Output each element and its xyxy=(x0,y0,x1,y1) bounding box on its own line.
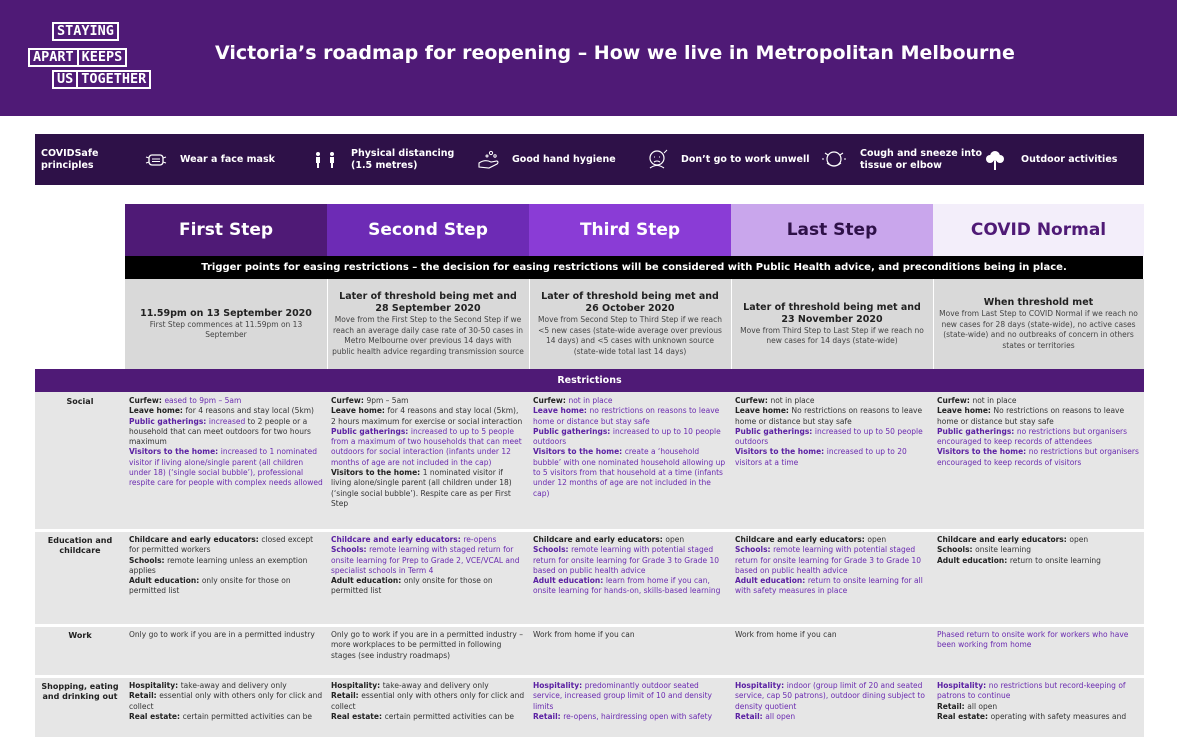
physical-distancing-icon xyxy=(313,151,337,169)
cell-value: increased xyxy=(208,416,246,426)
principle-label: Outdoor activities xyxy=(1021,154,1118,165)
row-label: Shopping, eating and drinking out xyxy=(41,682,119,701)
table-cell xyxy=(937,630,1140,673)
cell-value: to up to 20 visitors at a time xyxy=(735,447,907,467)
cell-line xyxy=(735,406,929,427)
column-divider xyxy=(529,279,530,369)
trigger-title: Later of threshold being met and 28 September 2020 xyxy=(339,291,517,314)
cell-field-label: Real estate: xyxy=(331,711,385,721)
table-cell xyxy=(129,535,323,622)
cell-line xyxy=(129,417,323,448)
cell-field-label: Schools: xyxy=(331,545,370,555)
logo-word: KEEPS xyxy=(79,48,128,67)
cell-value: create a ‘household bubble’ with one nominated household allowing up to 5 visitors from that household at a time (infants under 12 months of age are not included in the cap) xyxy=(533,447,726,498)
cell-line xyxy=(937,630,1140,651)
column-divider xyxy=(327,279,328,369)
step-heading: Second Step xyxy=(327,204,529,256)
table-cell xyxy=(331,396,525,527)
page-title: Victoria’s roadmap for reopening – How we live in Metropolitan Melbourne xyxy=(215,42,1015,64)
cell-value: increased to up to 10 people outdoors xyxy=(533,426,721,447)
cell-line xyxy=(533,576,727,597)
cell-field-label: Visitors to the home: xyxy=(735,447,827,457)
cell-value: increased xyxy=(410,426,448,436)
cell-field-label: Schools: xyxy=(735,545,774,555)
cell-value: only onsite for those on permitted list xyxy=(129,576,291,596)
cell-line xyxy=(533,712,727,722)
cell-value: indoor (group limit of 20 and seated service, cap 50 patrons), outdoor dining subject to density quotient xyxy=(735,681,925,711)
cell-line xyxy=(937,556,1140,566)
cell-value: return to onsite learning xyxy=(1009,555,1101,565)
trigger-text: Move from Last Step to COVID Normal if we reach no new cases for 28 days (state-wide), no active cases (state-wide) and no outbreaks of concern in others states or territories xyxy=(939,309,1138,350)
cell-value: take-away and delivery only xyxy=(180,681,287,690)
cell-value: return to onsite learning for all with safety measures in place xyxy=(735,576,923,596)
cell-field-label: Leave home: xyxy=(937,406,994,416)
cell-field-label: Curfew: xyxy=(533,396,569,405)
cell-value: Phased return to onsite work for workers who have been working from home xyxy=(937,630,1129,650)
cell-value: re-opens xyxy=(463,535,497,544)
cell-value: for 4 reasons and stay local (5km), 2 hours maximum for exercise or social interaction xyxy=(331,406,523,426)
cell-value: No restrictions on reasons to leave home or distance but stay safe xyxy=(937,406,1125,426)
cell-value: predominantly outdoor seated service, increased group limit of 10 and density limits xyxy=(533,681,712,711)
cell-line xyxy=(331,576,525,597)
cell-value: increased xyxy=(814,426,852,436)
cell-field-label: Retail: xyxy=(129,691,160,701)
cell-value: not in place xyxy=(568,396,613,405)
principle-label: Good hand hygiene xyxy=(512,154,616,165)
cell-value: remote learning with staged return for onsite learning for Prep to Grade 2, VCE/VCAL and specialist schools in Term 4 xyxy=(331,545,520,575)
cell-field-label: Public gatherings: xyxy=(129,416,209,426)
tree-icon xyxy=(985,149,1005,171)
cell-value: Work from home if you can xyxy=(735,630,837,639)
trigger-text: First Step commences at 11.59pm on 13 September xyxy=(149,319,303,339)
cell-line xyxy=(735,712,929,722)
cell-line xyxy=(331,406,525,427)
table-cell xyxy=(937,535,1140,622)
principle-distancing xyxy=(313,134,454,185)
cell-field-label: Leave home: xyxy=(735,406,792,416)
cell-value: take-away and delivery only xyxy=(382,681,489,690)
column-divider xyxy=(933,279,934,369)
cell-line xyxy=(735,681,929,712)
restrictions-header: Restrictions xyxy=(35,369,1144,392)
logo-word: APART xyxy=(28,48,79,67)
cell-value: open xyxy=(867,535,887,544)
trigger-cell xyxy=(327,279,529,369)
cell-line xyxy=(937,396,1140,406)
cell-value: no restrictions but record-keeping of patrons to continue xyxy=(937,681,1126,701)
cell-field-label: Public gatherings: xyxy=(937,426,1017,436)
cell-value: re-opens, hairdressing open with safety xyxy=(563,711,713,721)
cell-line xyxy=(331,545,525,576)
cell-field-label: Adult education: xyxy=(735,576,808,586)
row-divider xyxy=(35,624,1144,627)
cell-value: operating with safety measures and xyxy=(990,711,1127,721)
principle-label: Physical distancing xyxy=(351,147,455,159)
table-cell xyxy=(533,630,727,673)
cell-field-label: Schools: xyxy=(937,545,976,555)
cell-value: remote learning with potential staged return for onsite learning for Grade 3 to Grade 10 based on public health advice xyxy=(533,545,720,575)
table-cell xyxy=(129,396,323,527)
cell-field-label: Visitors to the home: xyxy=(331,468,423,478)
table-cell xyxy=(937,396,1140,527)
principles-label: principles xyxy=(41,159,94,171)
cell-field-label: Adult education: xyxy=(937,555,1010,565)
cell-field-label: Visitors to the home: xyxy=(533,447,625,457)
cell-field-label: Curfew: xyxy=(937,396,973,405)
cell-value: increased xyxy=(220,447,258,457)
principle-face-mask xyxy=(145,134,275,185)
cell-value: 9pm – 5am xyxy=(366,396,409,405)
principle-hand-hygiene xyxy=(477,134,616,185)
principles-label: COVIDSafe xyxy=(41,147,99,159)
principle-unwell xyxy=(645,134,810,185)
trigger-cell xyxy=(731,279,933,369)
cell-line xyxy=(331,691,525,712)
cell-field-label: Public gatherings: xyxy=(533,426,613,436)
cell-field-label: Curfew: xyxy=(735,396,771,405)
cell-value: eased to 9pm – 5am xyxy=(164,396,242,405)
trigger-title: 11.59pm on 13 September 2020 xyxy=(140,307,312,319)
cell-line xyxy=(331,535,525,545)
cell-line xyxy=(331,630,525,661)
cell-line xyxy=(937,406,1140,427)
cell-field-label: Childcare and early educators: xyxy=(735,535,868,544)
row-label: Education and childcare xyxy=(47,536,113,555)
cell-value: no restrictions on reasons to leave home or distance but stay safe xyxy=(533,406,720,426)
table-cell xyxy=(735,535,929,622)
cell-field-label: Schools: xyxy=(533,545,572,555)
cough-sneeze-icon xyxy=(821,147,847,173)
cell-value: No restrictions on reasons to leave home or distance but stay safe xyxy=(735,406,923,426)
step-heading: First Step xyxy=(125,204,327,256)
trigger-cell xyxy=(933,279,1144,369)
cell-value: only onsite for those on permitted list xyxy=(331,576,493,596)
cell-field-label: Retail: xyxy=(533,711,564,721)
row-divider xyxy=(35,675,1144,678)
row-label: Work xyxy=(68,631,92,640)
cell-field-label: Real estate: xyxy=(937,711,991,721)
step-heading: Last Step xyxy=(731,204,933,256)
cell-line xyxy=(937,535,1140,545)
cell-field-label: Visitors to the home: xyxy=(937,447,1029,457)
cell-field-label: Public gatherings: xyxy=(331,426,411,436)
cell-value: certain permitted activities can be xyxy=(384,711,514,721)
cell-value: all open xyxy=(967,701,998,711)
cell-value: certain permitted activities can be xyxy=(182,711,312,721)
table-cell xyxy=(129,681,323,735)
table-cell xyxy=(735,396,929,527)
trigger-cell xyxy=(125,279,327,369)
cell-line xyxy=(129,396,323,406)
cell-line xyxy=(129,691,323,712)
cell-line xyxy=(533,535,727,545)
step-heading: Third Step xyxy=(529,204,731,256)
cell-field-label: Visitors to the home: xyxy=(129,447,221,457)
table-cell xyxy=(129,630,323,673)
table-cell xyxy=(735,681,929,735)
cell-field-label: Adult education: xyxy=(331,576,404,586)
cell-field-label: Childcare and early educators: xyxy=(129,535,262,544)
cell-value: Only go to work if you are in a permitted industry – more workplaces to be permitted in following stages (see industry roadmaps) xyxy=(331,630,523,660)
cell-field-label: Curfew: xyxy=(331,396,367,405)
cell-value: 1 nominated visitor if living alone/single parent (all children under 18) (‘single social bubble’). Respite care as per First Step xyxy=(331,468,512,508)
covidsafe-principles-bar xyxy=(35,134,1144,185)
trigger-title: When threshold met xyxy=(983,297,1094,308)
table-cell xyxy=(331,681,525,735)
cell-field-label: Childcare and early educators: xyxy=(331,535,464,544)
cell-field-label: Retail: xyxy=(735,711,766,721)
cell-line xyxy=(129,447,323,488)
table-cell xyxy=(533,681,727,735)
cell-line xyxy=(735,535,929,545)
column-divider xyxy=(731,279,732,369)
trigger-text: Move from Third Step to Last Step if we reach no new cases for 14 days (state-wide) xyxy=(740,325,924,345)
cell-value: learn from home if you can, onsite learning for hands-on, skills-based learning xyxy=(533,576,721,596)
cell-line xyxy=(129,681,323,691)
cell-value: to 1 nominated visitor if living alone/single parent (all children under 18) (‘single social bubble’), professional respite care for people with complex needs allowed xyxy=(129,447,323,488)
cell-line xyxy=(735,576,929,597)
cell-line xyxy=(331,712,525,722)
cell-line xyxy=(937,447,1140,468)
cell-value: essential only with others only for click and collect xyxy=(129,691,323,711)
cell-value: open xyxy=(1069,535,1089,544)
principle-label: tissue or elbow xyxy=(860,159,942,171)
cell-field-label: Adult education: xyxy=(533,576,606,586)
cell-line xyxy=(533,630,727,640)
cell-line xyxy=(533,681,727,712)
cell-line xyxy=(937,702,1140,712)
trigger-title: Later of threshold being met and 26 October 2020 xyxy=(541,291,719,314)
cell-value: to up to 5 people from a maximum of two households that can meet outdoors for social interaction (infants under 12 months of age are not included in the cap) xyxy=(331,426,522,467)
cell-line xyxy=(533,396,727,406)
logo-word: US xyxy=(52,70,78,89)
cell-line xyxy=(735,396,929,406)
cell-field-label: Hospitality: xyxy=(331,681,383,690)
cell-line xyxy=(533,427,727,448)
table-cell xyxy=(533,535,727,622)
cell-line xyxy=(129,556,323,577)
cell-line xyxy=(533,545,727,576)
cell-field-label: Hospitality: xyxy=(735,681,787,690)
cell-field-label: Leave home: xyxy=(129,406,186,416)
logo-word: STAYING xyxy=(52,22,119,41)
trigger-cell xyxy=(529,279,731,369)
principle-label: Cough and sneeze into xyxy=(860,147,983,159)
cell-field-label: Public gatherings: xyxy=(735,426,815,436)
trigger-text: Move from Second Step to Third Step if we reach <5 new cases (state-wide average over previous 14 days) and <5 cases with unknown source (state-wide total last 14 days) xyxy=(538,315,722,356)
cell-field-label: Childcare and early educators: xyxy=(937,535,1070,544)
cell-line xyxy=(937,427,1140,448)
cell-line xyxy=(735,427,929,448)
cell-line xyxy=(331,396,525,406)
cell-field-label: Schools: xyxy=(129,555,168,565)
cell-line xyxy=(331,468,525,509)
table-cell xyxy=(533,396,727,527)
cell-value: not in place xyxy=(972,396,1017,405)
cell-field-label: Adult education: xyxy=(129,576,202,586)
face-mask-icon xyxy=(145,153,167,167)
cell-value: no restrictions but organisers encouraged to keep records of visitors xyxy=(937,447,1139,467)
logo-word: TOGETHER xyxy=(78,70,151,89)
trigger-text: Move from the First Step to the Second Step if we reach an average daily case rate of 30-50 cases in Metro Melbourne over previous 14 days with public health advice regarding transmission source xyxy=(332,315,524,356)
cell-field-label: Retail: xyxy=(937,701,968,711)
step-heading: COVID Normal xyxy=(933,204,1144,256)
cell-line xyxy=(533,406,727,427)
table-cell xyxy=(937,681,1140,735)
cell-value: to 2 people or a household that can meet outdoors for two hours maximum xyxy=(129,416,311,447)
cell-value: all open xyxy=(765,711,796,721)
cell-line xyxy=(533,447,727,498)
principle-cough-sneeze xyxy=(821,134,982,185)
cell-value: Only go to work if you are in a permitted industry xyxy=(129,630,315,639)
cell-field-label: Hospitality: xyxy=(937,681,989,690)
trigger-title: Later of threshold being met and 23 November 2020 xyxy=(743,301,921,325)
table-cell xyxy=(331,630,525,673)
cell-line xyxy=(735,630,929,640)
table-cell xyxy=(331,535,525,622)
cell-line xyxy=(937,545,1140,555)
principle-outdoor xyxy=(985,134,1117,185)
principle-label: Don’t go to work unwell xyxy=(681,154,810,165)
cell-line xyxy=(129,630,323,640)
hand-hygiene-icon xyxy=(477,149,501,171)
cell-line xyxy=(129,576,323,597)
cell-line xyxy=(331,681,525,691)
table-cell xyxy=(735,630,929,673)
cell-value: to up to 50 people outdoors xyxy=(735,426,923,447)
cell-value: for 4 reasons and stay local (5km) xyxy=(185,406,314,416)
cell-line xyxy=(937,712,1140,722)
cell-field-label: Curfew: xyxy=(129,396,165,405)
cell-value: not in place xyxy=(770,396,815,405)
cell-line xyxy=(735,447,929,468)
cell-value: no restrictions but organisers encouraged to keep records of attendees xyxy=(937,426,1128,447)
cell-field-label: Childcare and early educators: xyxy=(533,535,666,544)
header-banner xyxy=(0,0,1177,116)
cell-value: increased xyxy=(826,447,864,457)
cell-line xyxy=(129,406,323,416)
trigger-banner: Trigger points for easing restrictions – the decision for easing restrictions will be considered with Public Health advice, and preconditions being in place. xyxy=(125,256,1143,279)
cell-value: closed except for permitted workers xyxy=(129,535,314,555)
cell-line xyxy=(331,427,525,468)
cell-field-label: Retail: xyxy=(331,691,362,701)
cell-value: Work from home if you can xyxy=(533,630,635,639)
cell-value: onsite learning xyxy=(975,545,1032,555)
cell-line xyxy=(129,712,323,722)
cell-field-label: Leave home: xyxy=(533,406,590,416)
principle-label: Wear a face mask xyxy=(180,154,275,165)
cell-value: essential only with others only for click and collect xyxy=(331,691,525,711)
row-label: Social xyxy=(66,397,94,406)
principle-label: (1.5 metres) xyxy=(351,159,418,171)
unwell-icon xyxy=(645,148,669,172)
cell-value: remote learning unless an exemption applies xyxy=(129,555,308,575)
cell-line xyxy=(129,535,323,556)
cell-field-label: Real estate: xyxy=(129,711,183,721)
cell-field-label: Leave home: xyxy=(331,406,388,416)
cell-line xyxy=(937,681,1140,702)
cell-value: remote learning with potential staged return for onsite learning for Grade 3 to Grade 10 based on public health advice xyxy=(735,545,922,575)
cell-line xyxy=(735,545,929,576)
cell-field-label: Hospitality: xyxy=(129,681,181,690)
row-divider xyxy=(35,529,1144,532)
cell-value: open xyxy=(665,535,685,544)
cell-field-label: Hospitality: xyxy=(533,681,585,690)
